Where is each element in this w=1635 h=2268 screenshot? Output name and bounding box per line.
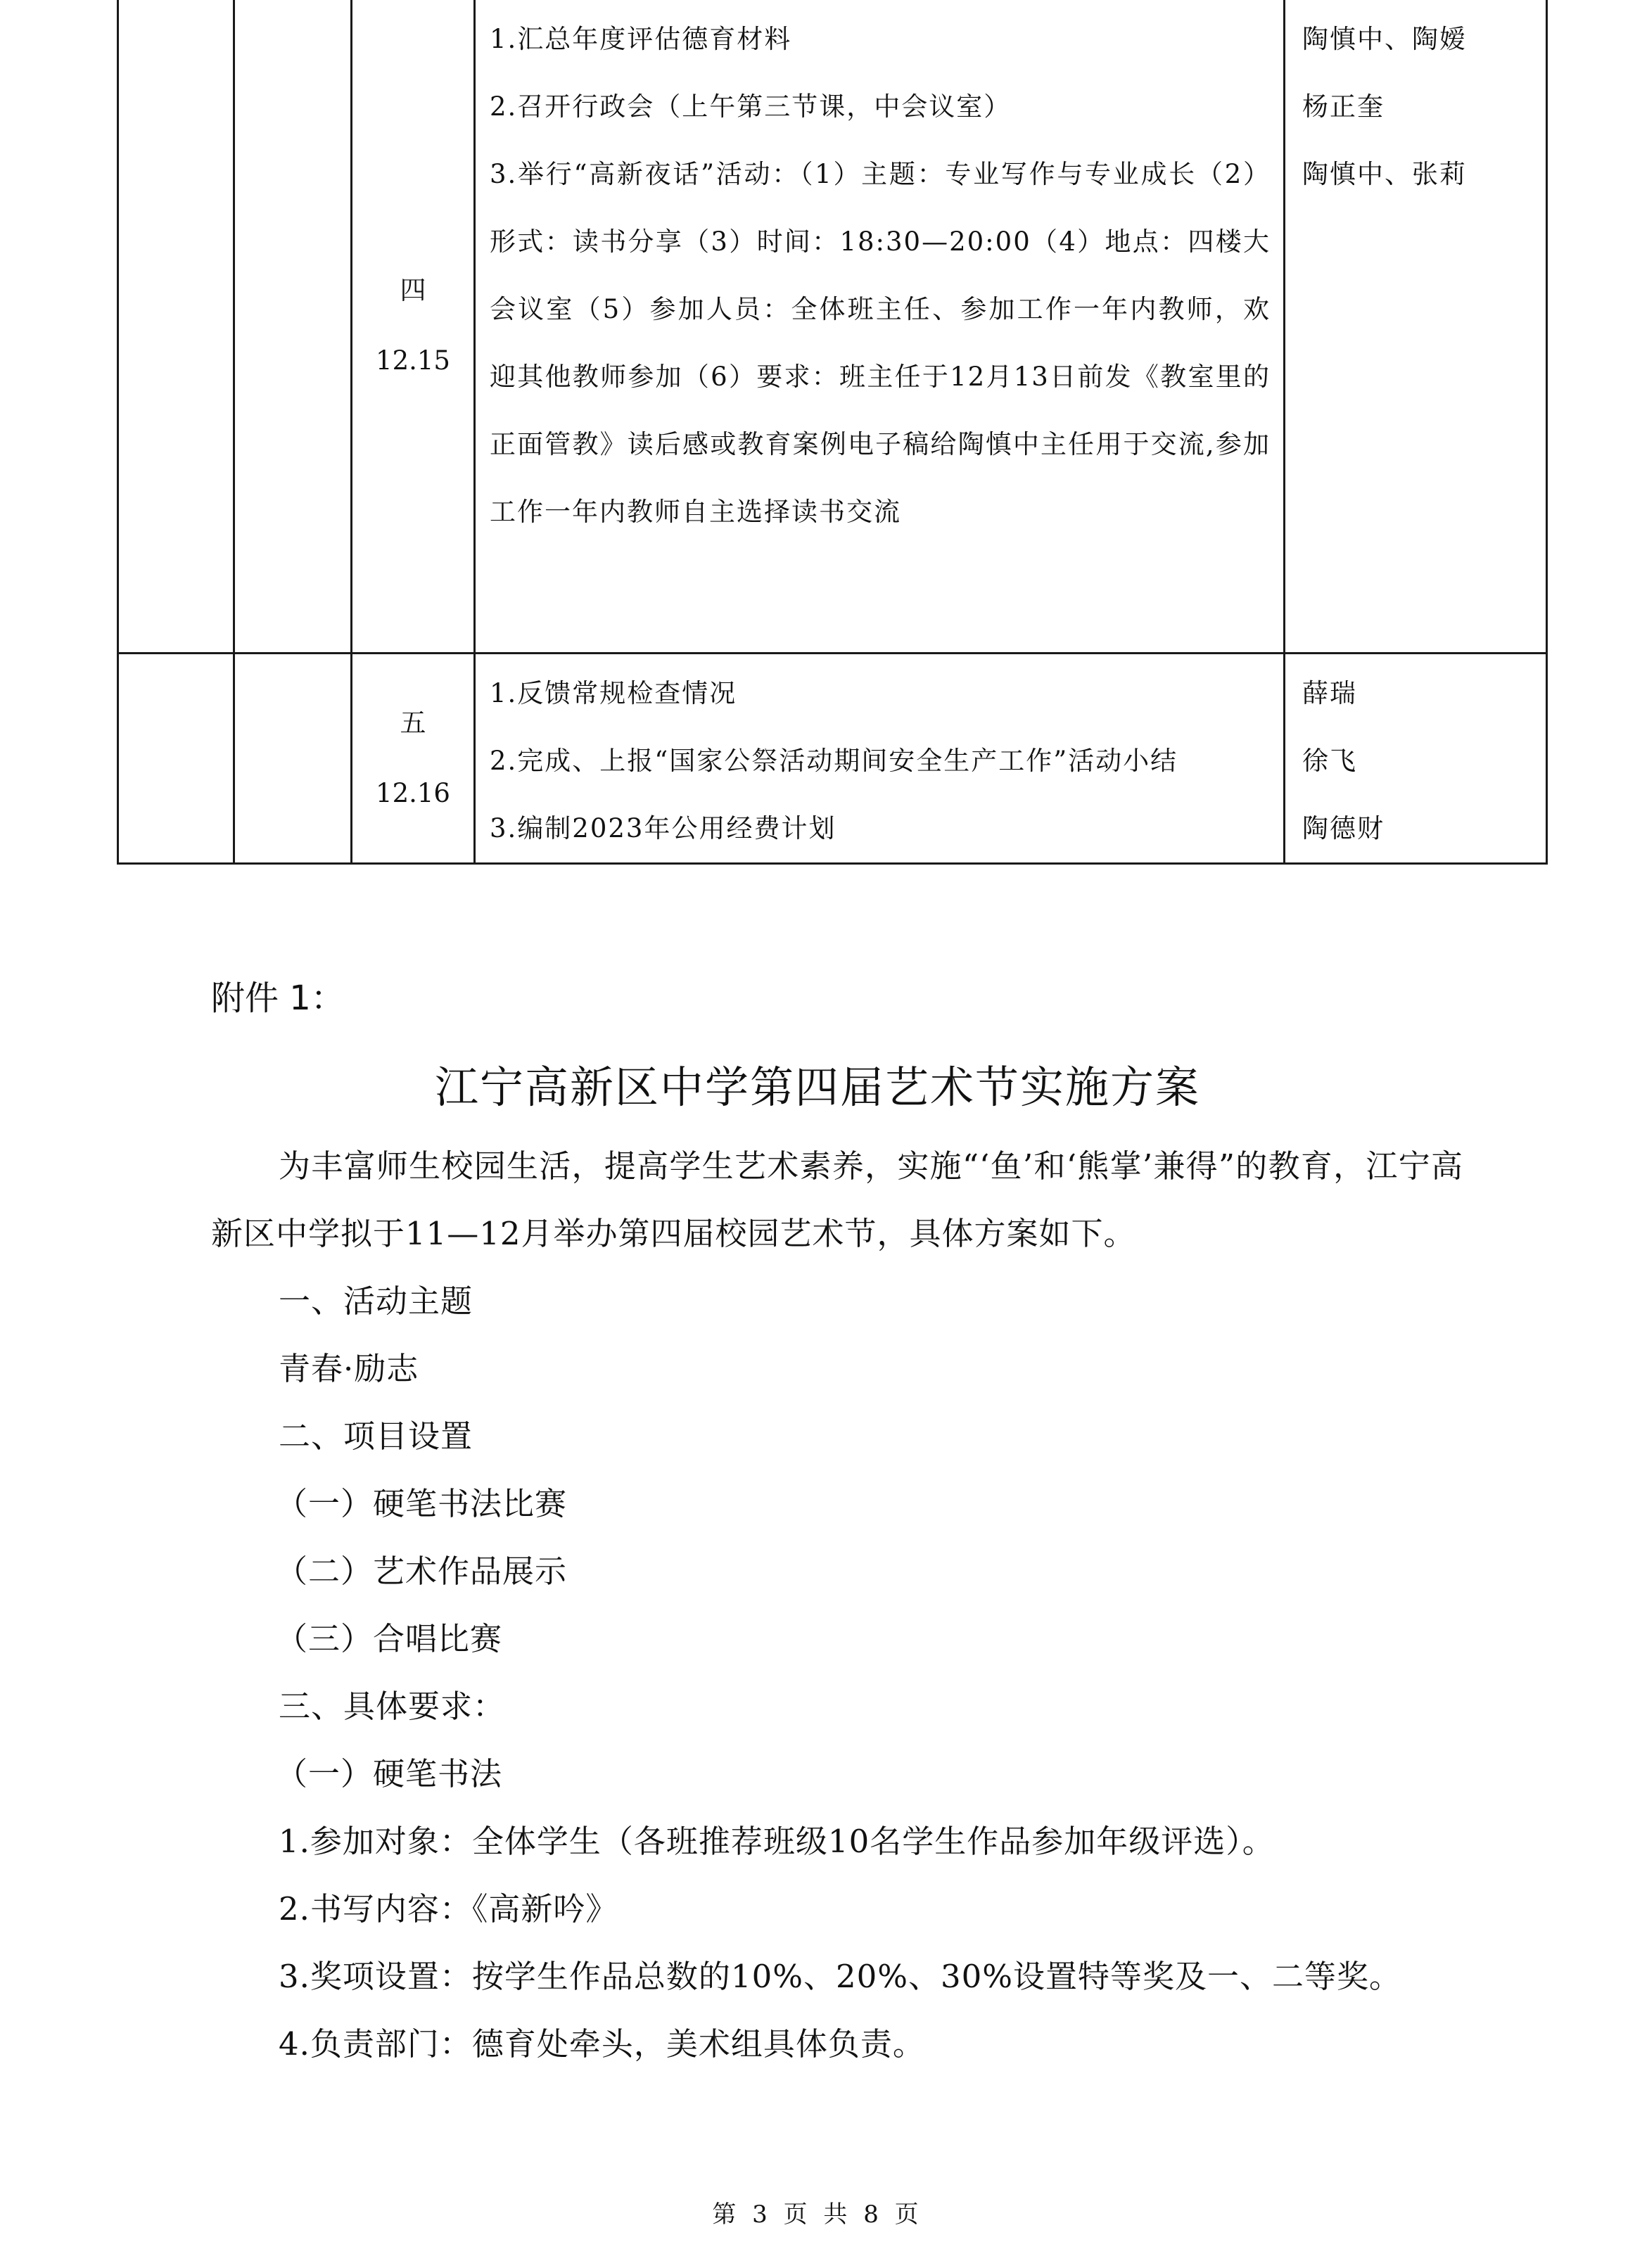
- task-item: 2.召开行政会（上午第三节课，中会议室）: [490, 91, 1012, 122]
- tasks-cell: [475, 653, 1285, 863]
- task-item: 3.编制2023年公用经费计划: [490, 813, 836, 843]
- empty-cell: [118, 0, 234, 653]
- project-item: （二）艺术作品展示: [276, 1553, 568, 1590]
- task-item: 2.完成、上报“国家公祭活动期间安全生产工作”活动小结: [490, 745, 1178, 776]
- owner-item: 徐飞: [1302, 745, 1357, 776]
- owners-cell: [1285, 0, 1547, 653]
- owner-item: 陶慎中、张莉: [1302, 159, 1467, 189]
- owner-item: 陶慎中、陶嫒: [1302, 24, 1467, 54]
- project-item: （三）合唱比赛: [276, 1620, 503, 1657]
- requirement-item: 3.奖项设置：按学生作品总数的10%、20%、30%设置特等奖及一、二等奖。: [279, 1958, 1401, 1995]
- owner-item: 薛瑞: [1302, 677, 1357, 708]
- schedule-row-thursday: [118, 0, 1547, 653]
- tasks-cell: [475, 0, 1285, 653]
- day-label: 五: [400, 707, 426, 738]
- empty-cell: [234, 0, 352, 653]
- intro-paragraph: 为丰富师生校园生活，提高学生艺术素养，实施“‘鱼’和‘熊掌’兼得”的教育，江宁高新区中学拟于11—12月举办第四届校园艺术节，具体方案如下。: [211, 1147, 1463, 1252]
- schedule-table: [117, 0, 1548, 865]
- empty-cell: [118, 653, 234, 863]
- task-item: 1.反馈常规检查情况: [490, 677, 737, 708]
- schedule-row-friday: [118, 653, 1547, 863]
- date-label: 12.16: [376, 777, 450, 808]
- page-footer: 第 3 页 共 8 页: [712, 2200, 923, 2229]
- section-heading-theme: 一、活动主题: [279, 1282, 473, 1320]
- document-body: [211, 1133, 1463, 2078]
- requirement-item: 1.参加对象：全体学生（各班推荐班级10名学生作品参加年级评选）。: [279, 1823, 1275, 1860]
- attachment-label: 附件 1：: [211, 979, 345, 1018]
- requirement-item: 2.书写内容：《高新吟》: [279, 1890, 618, 1928]
- requirement-item: 4.负责部门：德育处牵头，美术组具体负责。: [279, 2025, 925, 2063]
- day-cell: [352, 0, 475, 653]
- section-heading-projects: 二、项目设置: [279, 1418, 473, 1455]
- owners-cell: [1285, 653, 1547, 863]
- owner-item: 杨正奎: [1302, 91, 1385, 122]
- document-title: 江宁高新区中学第四届艺术节实施方案: [434, 1062, 1200, 1113]
- date-label: 12.15: [376, 345, 450, 376]
- task-item: 3.举行“高新夜话”活动：（1）主题：专业写作与专业成长（2）形式：读书分享（3）时间：18:30—20:00（4）地点：四楼大会议室（5）参加人员：全体班主任、参加工作一年内教师，欢迎其他教师参加（6）要求：班主任于12月13日前发《教室里的正面管教》读后感或教育案例电子稿给陶慎中主任用于交流,参加工作一年内教师自主选择读书交流: [490, 159, 1271, 527]
- empty-cell: [234, 653, 352, 863]
- owner-item: 陶德财: [1302, 813, 1385, 843]
- day-cell: [352, 653, 475, 863]
- subsection-heading: （一）硬笔书法: [276, 1755, 503, 1792]
- task-item: 1.汇总年度评估德育材料: [490, 24, 792, 54]
- day-label: 四: [400, 275, 426, 306]
- section-heading-requirements: 三、具体要求：: [279, 1688, 506, 1725]
- theme-text: 青春·励志: [279, 1350, 419, 1387]
- project-item: （一）硬笔书法比赛: [276, 1485, 568, 1522]
